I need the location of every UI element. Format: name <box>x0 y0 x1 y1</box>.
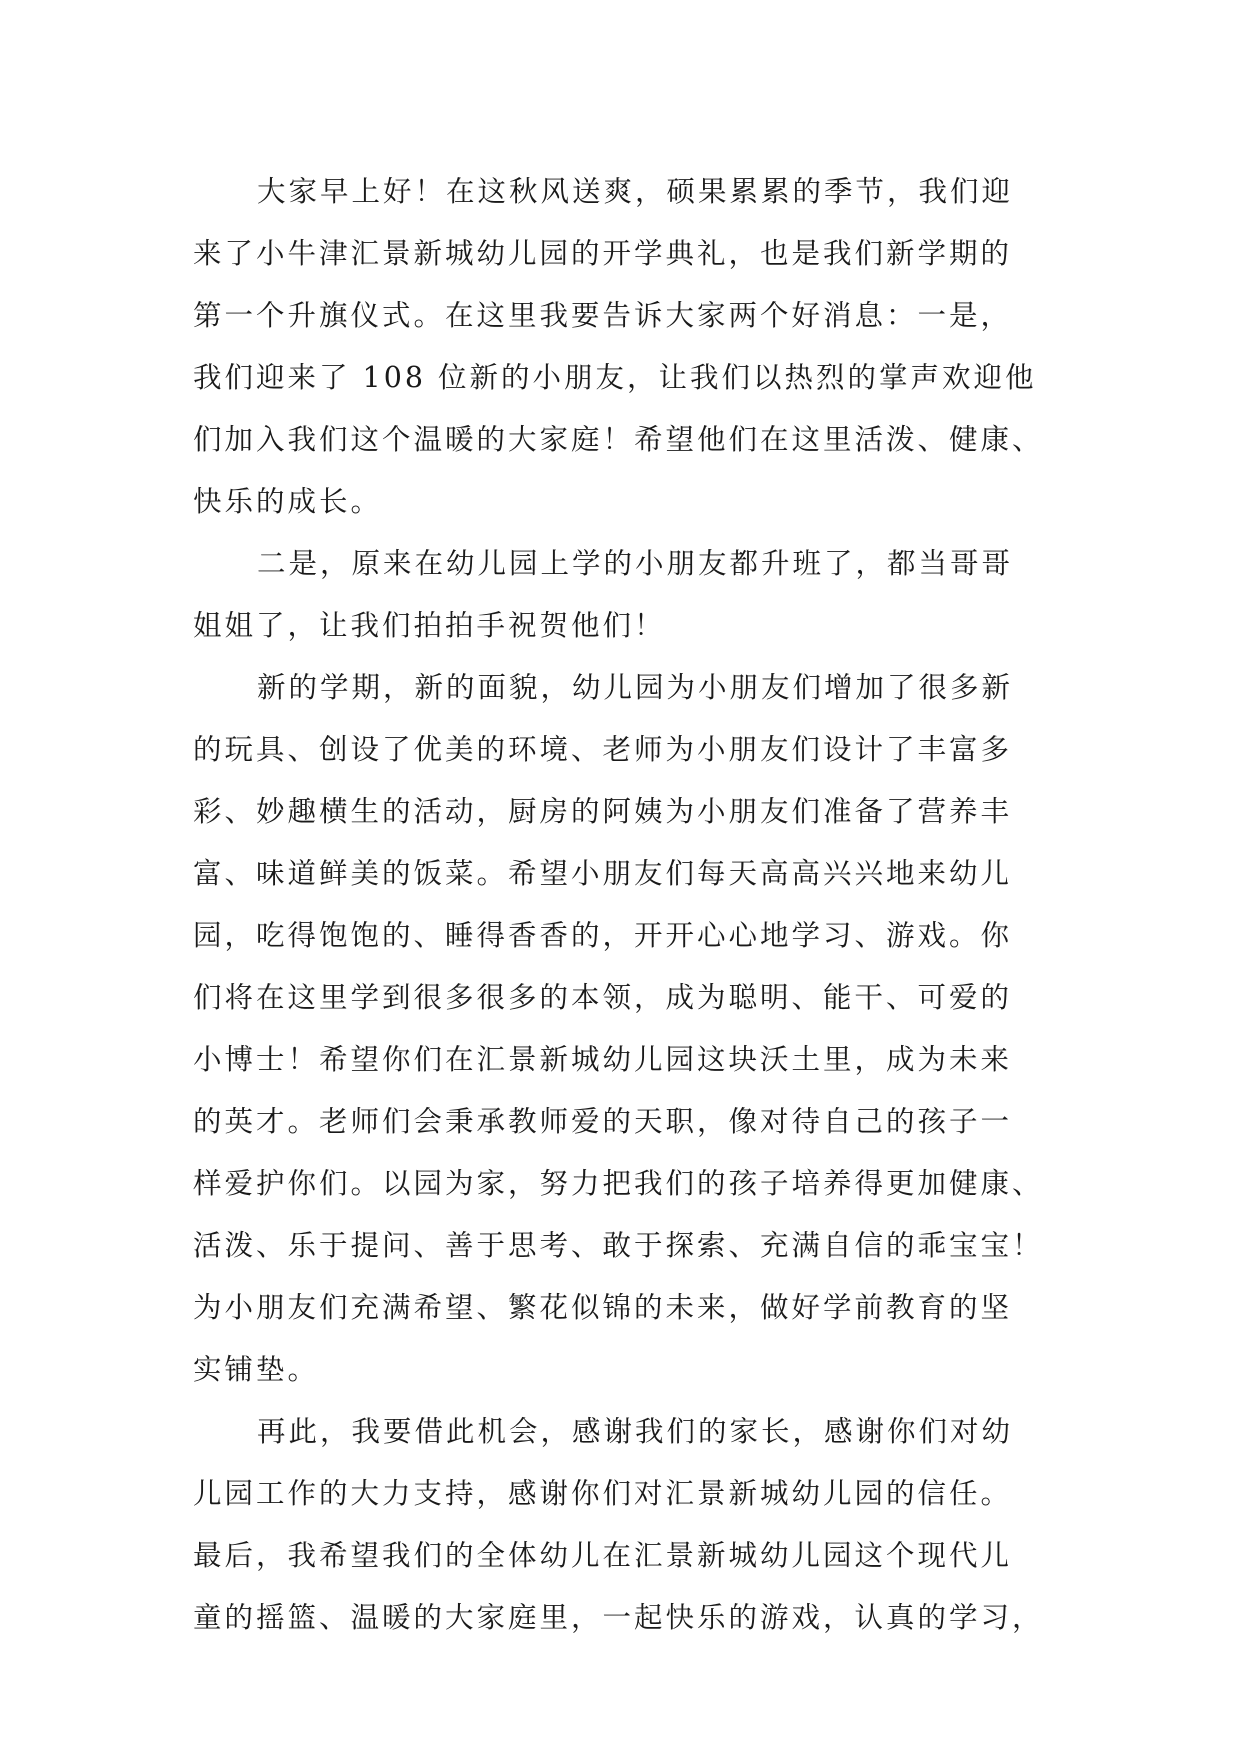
text-line: 彩、妙趣横生的活动，厨房的阿姨为小朋友们准备了营养丰 <box>193 795 1013 828</box>
text-line: 实铺垫。 <box>193 1353 320 1386</box>
text-line: 二是，原来在幼儿园上学的小朋友都升班了，都当哥哥 <box>257 547 1014 580</box>
text-line: 再此，我要借此机会，感谢我们的家长，感谢你们对幼 <box>257 1415 1014 1448</box>
text-line: 新的学期，新的面貌，幼儿园为小朋友们增加了很多新 <box>257 671 1014 704</box>
document-body <box>193 161 1053 1649</box>
text-line: 小博士！希望你们在汇景新城幼儿园这块沃土里，成为未来 <box>193 1043 1013 1076</box>
text-line: 富、味道鲜美的饭菜。希望小朋友们每天高高兴兴地来幼儿 <box>193 857 1013 890</box>
text-line: 姐姐了，让我们拍拍手祝贺他们！ <box>193 609 666 642</box>
text-line: 大家早上好！在这秋风送爽，硕果累累的季节，我们迎 <box>257 175 1014 208</box>
text-line: 园，吃得饱饱的、睡得香香的，开开心心地学习、游戏。你 <box>193 919 1013 952</box>
paragraph-2 <box>193 533 1053 657</box>
text-line: 最后，我希望我们的全体幼儿在汇景新城幼儿园这个现代儿 <box>193 1539 1013 1572</box>
text-line: 的英才。老师们会秉承教师爱的天职，像对待自己的孩子一 <box>193 1105 1013 1138</box>
paragraph-1 <box>193 161 1053 533</box>
text-line: 为小朋友们充满希望、繁花似锦的未来，做好学前教育的坚 <box>193 1291 1013 1324</box>
text-line: 们加入我们这个温暖的大家庭！希望他们在这里活泼、健康、 <box>193 423 1044 456</box>
text-line: 儿园工作的大力支持，感谢你们对汇景新城幼儿园的信任。 <box>193 1477 1013 1510</box>
text-line: 童的摇篮、温暖的大家庭里，一起快乐的游戏，认真的学习， <box>193 1601 1044 1634</box>
text-line: 们将在这里学到很多很多的本领，成为聪明、能干、可爱的 <box>193 981 1013 1014</box>
text-line: 快乐的成长。 <box>193 485 383 518</box>
paragraph-4 <box>193 1401 1053 1649</box>
text-line: 样爱护你们。以园为家，努力把我们的孩子培养得更加健康、 <box>193 1167 1044 1200</box>
text-line: 第一个升旗仪式。在这里我要告诉大家两个好消息：一是， <box>193 299 1013 332</box>
text-line: 活泼、乐于提问、善于思考、敢于探索、充满自信的乖宝宝！ <box>193 1229 1044 1262</box>
paragraph-3 <box>193 657 1053 1401</box>
text-line: 我们迎来了 108 位新的小朋友，让我们以热烈的掌声欢迎他 <box>193 361 1037 394</box>
text-line: 的玩具、创设了优美的环境、老师为小朋友们设计了丰富多 <box>193 733 1013 766</box>
text-line: 来了小牛津汇景新城幼儿园的开学典礼，也是我们新学期的 <box>193 237 1013 270</box>
